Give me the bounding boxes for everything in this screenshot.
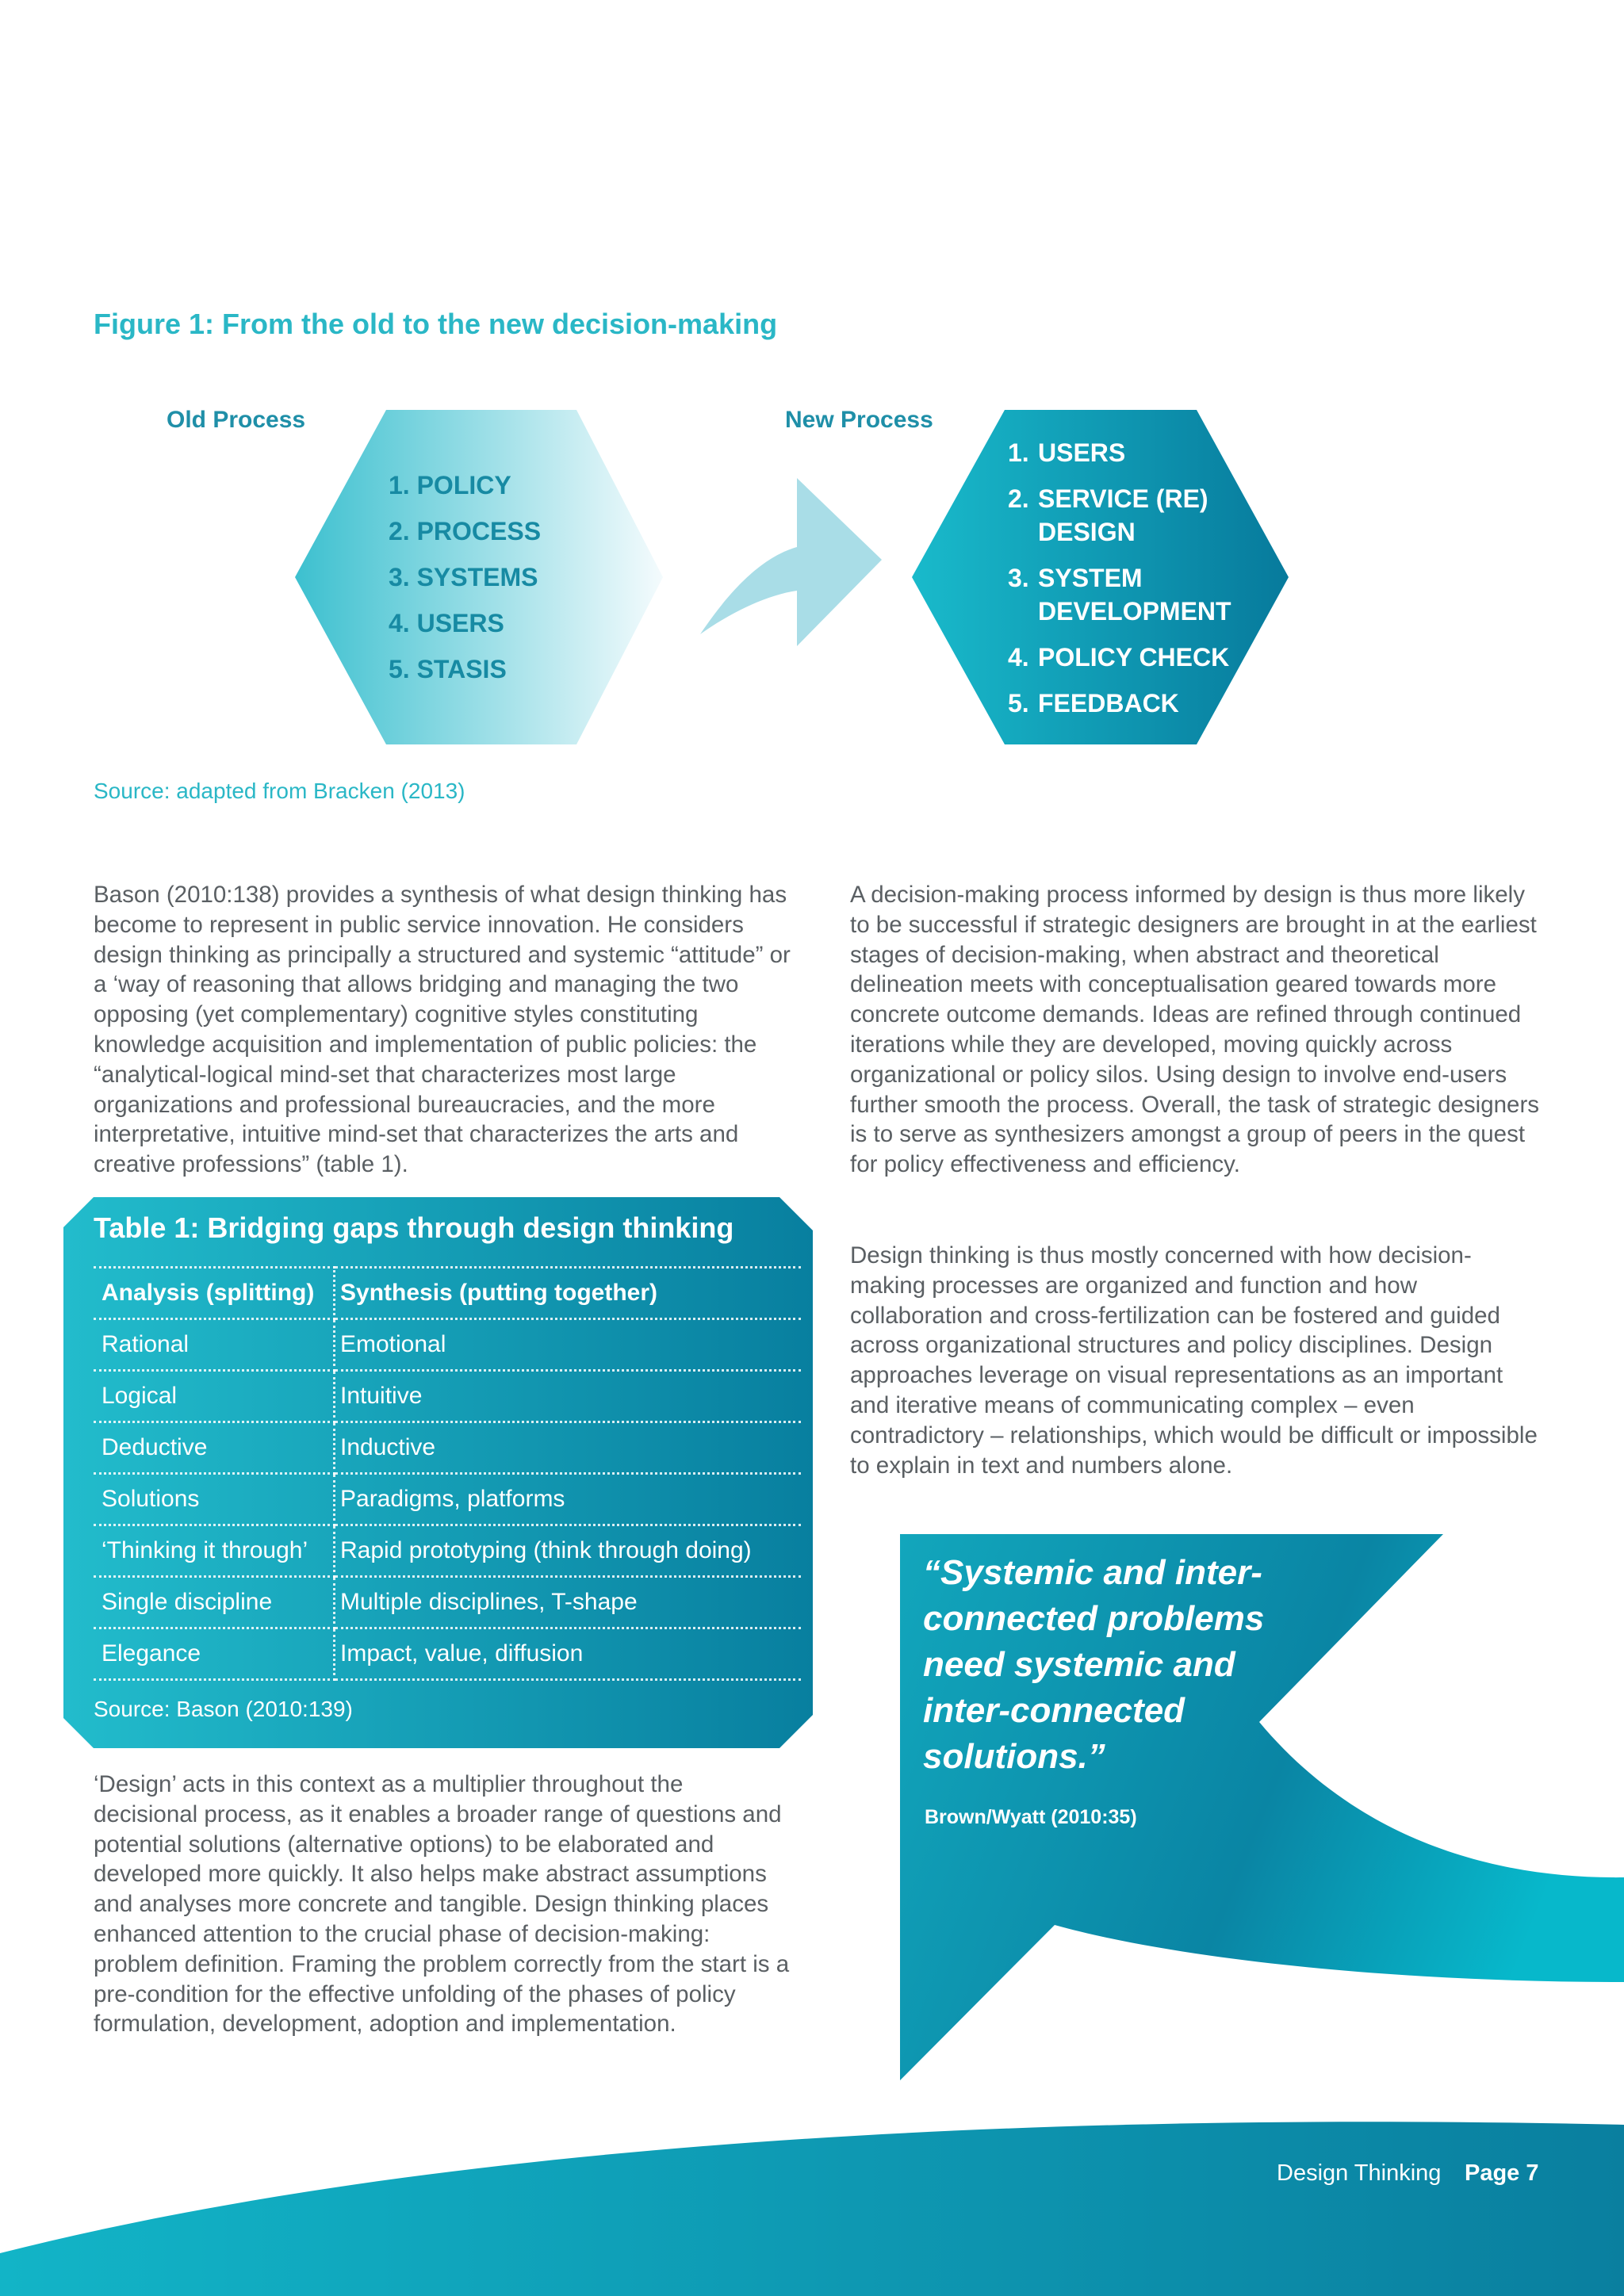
paragraph-text: A decision-making process informed by design is thus more likely to be successful if strategic designers are brought in at the earliest stages of decision-making, when abstract and theoretical delineation meets with conceptualisation geared towards more concrete outcome demands. Ideas are refined through continued iterations while they are developed, moving quickly across organizational or policy silos. Using design to involve end-users further smooth the process. Overall, the task of strategic designers is to serve as synthesizers amongst a group of peers in the quest for policy effectiveness and efficiency.	[850, 882, 1540, 1178]
old-process-item: 2. PROCESS	[389, 517, 542, 545]
table-cell: Deductive	[94, 1422, 335, 1474]
table-cell: Elegance	[94, 1628, 335, 1680]
table-cell: ‘Thinking it through’	[94, 1525, 335, 1577]
table-header-row	[94, 1268, 801, 1319]
table-cell: Solutions	[94, 1474, 335, 1525]
item-text: POLICY CHECK	[1038, 643, 1230, 672]
old-process-list	[389, 462, 541, 692]
table-cell: Multiple disciplines, T-shape	[335, 1577, 802, 1628]
figure-source: Source: adapted from Bracken (2013)	[94, 779, 465, 803]
quote-attribution: Brown/Wyatt (2010:35)	[925, 1806, 1137, 1828]
footer-title: Design Thinking	[1277, 2160, 1442, 2186]
paragraph-text: Design thinking is thus mostly concerned with how decision-making processes are organized and function and how collaboration and cross-fertilization can be fostered and guided across organizational structures and policy disciplines. Design approaches leverage on visual representations as an important and iterative means of communicating complex – even contradictory – relationships, which would be difficult or impossible to explain in text and numbers alone.	[850, 1242, 1538, 1479]
right-paragraph-2	[850, 1241, 1540, 1480]
table-header-cell: Synthesis (putting together)	[335, 1268, 802, 1319]
left-paragraph-1	[94, 880, 791, 1180]
table-row	[94, 1628, 801, 1680]
item-text: FEEDBACK	[1038, 689, 1179, 718]
table-title: Table 1: Bridging gaps through design thinking	[94, 1211, 734, 1244]
table-source: Source: Bason (2010:139)	[94, 1697, 353, 1721]
new-process-label: New Process	[785, 407, 933, 433]
table-row	[94, 1474, 801, 1525]
table-row	[94, 1371, 801, 1422]
table-cell: Rapid prototyping (think through doing)	[335, 1525, 802, 1577]
figure-title: Figure 1: From the old to the new decision-making	[94, 308, 778, 340]
table-row	[94, 1422, 801, 1474]
old-process-item: 3. SYSTEMS	[389, 563, 538, 591]
table-cell: Impact, value, diffusion	[335, 1628, 802, 1680]
item-text: SYSTEM DEVELOPMENT	[1038, 564, 1231, 626]
old-process-item: 5. STASIS	[389, 655, 507, 683]
new-process-item	[1008, 641, 1246, 674]
new-process-item	[1008, 561, 1246, 628]
table-row	[94, 1525, 801, 1577]
item-number: 2.	[1008, 484, 1029, 513]
table-row	[94, 1577, 801, 1628]
table-cell: Emotional	[335, 1319, 802, 1371]
item-number: 3.	[1008, 564, 1029, 592]
old-process-label: Old Process	[167, 407, 306, 433]
old-process-item: 4. USERS	[389, 609, 504, 637]
paragraph-text: ‘Design’ acts in this context as a multiplier throughout the decisional process, as it enables a broader range of questions and potential solutions (alternative options) to be elaborated and developed more quickly. It also helps make abstract assumptions and analyses more concrete and tangible. Design thinking places enhanced attention to the crucial phase of decision-making: problem definition. Framing the problem correctly from the start is a pre-condition for the effective unfolding of the phases of policy formulation, development, adoption and implementation.	[94, 1771, 790, 2038]
footer-wave	[0, 2122, 1624, 2296]
table-cell: Logical	[94, 1371, 335, 1422]
table-cell: Single discipline	[94, 1577, 335, 1628]
pull-quote: “Systemic and inter-connected problems need systemic and inter-connected solutions.”	[923, 1553, 1265, 1776]
page-number: Page 7	[1465, 2160, 1539, 2186]
old-process-item: 1. POLICY	[389, 471, 511, 499]
new-process-list	[1008, 436, 1246, 733]
table-cell: Rational	[94, 1319, 335, 1371]
item-number: 1.	[1008, 438, 1029, 467]
new-process-item	[1008, 482, 1246, 549]
new-process-item	[1008, 436, 1246, 469]
table-cell: Inductive	[335, 1422, 802, 1474]
item-text: USERS	[1038, 438, 1126, 467]
table-header-cell: Analysis (splitting)	[94, 1268, 335, 1319]
transition-arrow-icon	[700, 478, 882, 646]
left-paragraph-2	[94, 1770, 791, 2039]
table-row	[94, 1319, 801, 1371]
table-cell: Intuitive	[335, 1371, 802, 1422]
paragraph-text: Bason (2010:138) provides a synthesis of what design thinking has become to represent in public service innovation. He considers design thinking as principally a structured and systemic “attitude” or a ‘way of reasoning that allows bridging and managing the two opposing (yet complementary) cognitive styles constituting knowledge acquisition and implementation of public policies: the “analytical-logical mind-set that characterizes most large organizations and professional bureaucracies, and the more interpretative, intuitive mind-set that characterizes the arts and creative professions” (table 1).	[94, 882, 791, 1178]
new-process-item	[1008, 687, 1246, 720]
right-paragraph-1	[850, 880, 1540, 1180]
item-number: 4.	[1008, 643, 1029, 672]
table-cell: Paradigms, platforms	[335, 1474, 802, 1525]
item-text: SERVICE (RE) DESIGN	[1038, 484, 1208, 546]
item-number: 5.	[1008, 689, 1029, 718]
comparison-table	[94, 1266, 801, 1681]
